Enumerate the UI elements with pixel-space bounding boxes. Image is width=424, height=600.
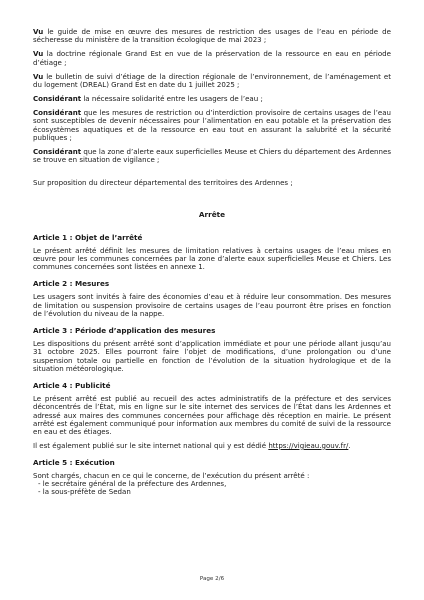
article-1-title: Article 1 : Objet de l’arrêté — [33, 232, 143, 242]
vu-clause-2: Vu la doctrine régionale Grand Est en vue de la préservation de la ressource en eau en période d’étiage ; — [33, 49, 391, 67]
page-number: Page 2/6 — [199, 576, 225, 582]
article-2-body: Les usagers sont invités à faire des économies d’eau et à réduire leur consommation. Des mesures de limitation ou suspension provisoire de certains usages de l’eau pourront être prises en fonction de l’évolution du niveau de la nappe. — [33, 292, 391, 318]
vu-clause-1: Vu le guide de mise en œuvre des mesures de restriction des usages de l’eau en période de sécheresse du ministère de la transition écologique de mai 2023 ; — [33, 27, 391, 45]
article-4-extra: Il est également publié sur le site internet national qui y est dédié https://vigieau.gouv.fr/. — [33, 440, 351, 450]
document-body — [33, 28, 391, 497]
considerant-clause-1: Considérant la nécessaire solidarité entre les usagers de l’eau ; — [33, 93, 263, 103]
list-item: - la sous-préfète de Sedan — [38, 487, 131, 497]
article-3-title: Article 3 : Période d’application des mesures — [33, 325, 216, 335]
vu-clause-3: Vu le bulletin de suivi d’étiage de la direction régionale de l’environnement, de l’aménagement et du logement (DREAL) Grand Est en date du 1 juillet 2025 ; — [33, 71, 391, 90]
vigieau-link[interactable]: https://vigieau.gouv.fr/ — [268, 440, 349, 450]
proposal-line: Sur proposition du directeur départemental des territoires des Ardennes ; — [33, 177, 293, 187]
article-5-title: Article 5 : Exécution — [33, 457, 115, 467]
article-2-title: Article 2 : Mesures — [33, 279, 110, 289]
considerant-clause-3: Considérant que la zone d’alerte eaux superficielles Meuse et Chiers du département des Ardennes se trouve en situation de vigilance ; — [33, 146, 391, 165]
article-5-body: Sont chargés, chacun en ce qui le concerne, de l’exécution du présent arrêté : — [33, 470, 310, 480]
arrete-heading: Arrête — [198, 210, 226, 220]
article-3-body: Les dispositions du présent arrêté sont d’application immédiate et pour une période allant jusqu’au 31 octobre 2025. Elles pourront faire l’objet de modifications, d’une prolongation ou d’une suspension totale ou partielle en fonction de l’évolution de la situation hydrologique et de la situation météorologique. — [33, 338, 391, 373]
article-4-body: Le présent arrêté est publié au recueil des actes administratifs de la préfecture et des services déconcentrés de l’État, mis en ligne sur le site internet des services de l’État dans les Ardennes et adressé aux maires des communes concernées pour affichage dès réception en mairie. Le présent arrêté est également communiqué pour information aux membres du comité de suivi de la ressource en eau et des étiages. — [33, 393, 391, 437]
article-1-body: Le présent arrêté définit les mesures de limitation relatives à certains usages de l’eau mises en œuvre pour les communes concernées par la zone d’alerte eaux superficielles Meuse et Chiers. Les communes concernées sont listées en annexe 1. — [33, 245, 391, 272]
article-4-title: Article 4 : Publicité — [33, 380, 111, 390]
list-item: - le secrétaire général de la préfecture des Ardennes, — [38, 479, 227, 489]
considerant-clause-2: Considérant que les mesures de restriction ou d’interdiction provisoire de certains usages de l’eau sont susceptibles de devenir nécessaires pour l’alimentation en eau potable et la préservation des écosystèmes aquatiques et de la ressource en eau tout en assurant la salubrité et la sécurité publiques ; — [33, 107, 391, 143]
